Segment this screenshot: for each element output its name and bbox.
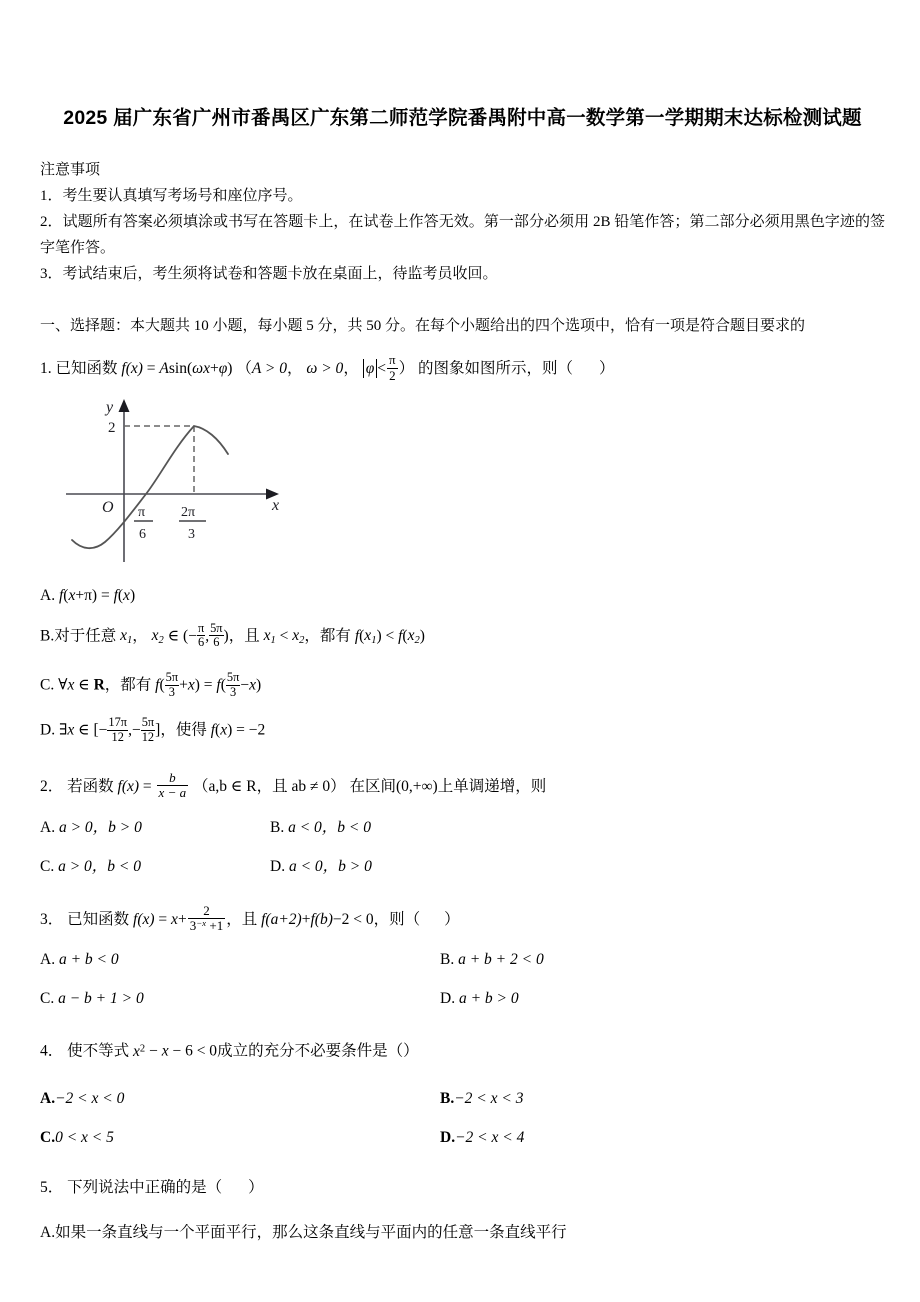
option-d-text: a + b > 0 <box>458 990 519 1008</box>
question-3-option-c[interactable] <box>40 986 440 1012</box>
option-d-text: −2 < x < 4 <box>455 1129 525 1147</box>
option-d-word-1: ，使得 <box>160 721 207 739</box>
cond-close-paren: ） <box>398 359 415 377</box>
fraction-denominator-exp: $3^{-x} +1$ <box>189 918 224 934</box>
question-3-option-b[interactable] <box>440 947 544 973</box>
option-a-label: A. <box>40 586 56 604</box>
question-1 <box>40 353 885 745</box>
abs-phi: φ <box>365 359 375 377</box>
origin-label: O <box>102 498 114 516</box>
y-axis-arrow <box>119 399 130 412</box>
question-4-tail: 成立的充分不必要条件是（） <box>217 1043 419 1061</box>
question-2-tail: 上单调递增，则 <box>437 777 547 795</box>
question-3-option-a[interactable] <box>40 947 440 973</box>
function-arg: (x) <box>125 359 143 377</box>
question-1-stem <box>40 353 885 384</box>
question-3-tail: ，则（ <box>373 910 421 928</box>
two-over-three-pow-minus-x-plus-one <box>188 904 226 934</box>
question-4-option-b[interactable] <box>440 1086 523 1112</box>
option-a-text: −2 < x < 0 <box>55 1090 125 1108</box>
question-3 <box>40 904 885 1013</box>
option-b-text: a + b + 2 < 0 <box>458 951 544 969</box>
pi-over-2-fraction <box>387 353 398 383</box>
option-c-label: C. <box>40 990 55 1008</box>
option-d-label: D. <box>40 721 56 739</box>
page-content <box>40 100 885 1246</box>
omega-symbol: ω <box>192 359 204 377</box>
y-tick-label-2: 2 <box>108 419 116 436</box>
question-1-option-c[interactable]: C. ∀x ∈ R，都有 f( $\frac{5\pi}{3}$ +x) = f( $\frac{5\pi}{3}$ −x) <box>40 670 262 699</box>
x-tick-1-numerator: π <box>138 504 146 520</box>
cond-separator-2: ， <box>343 359 359 377</box>
question-2-option-c[interactable] <box>40 854 270 880</box>
question-4-options-row-2 <box>40 1125 885 1151</box>
question-2-option-d[interactable] <box>270 854 372 880</box>
option-a-text: 如果一条直线与一个平面平行，那么这条直线与平面内的任意一条直线平行 <box>55 1224 567 1242</box>
option-a-label: A. <box>40 1090 56 1108</box>
option-b-text: −2 < x < 3 <box>454 1090 524 1108</box>
question-1-option-a[interactable]: A. f(x+π) = f(x) <box>40 586 136 604</box>
question-2-condition: （a,b ∈ R，且 ab ≠ 0） <box>193 777 346 795</box>
page-title: 2025 届广东省广州市番禺区广东第二师范学院番禺附中高一数学第一学期期末达标检测试题 <box>63 107 862 129</box>
option-c-text: 0 < x < 5 <box>55 1129 114 1147</box>
function-f: f <box>121 359 126 377</box>
question-4 <box>40 1034 885 1151</box>
option-b-word-3: ，且 <box>228 627 260 645</box>
question-2-options-row-2 <box>40 854 885 880</box>
question-1-tail2: ） <box>599 359 615 377</box>
question-1-tail: 的图象如图所示，则（ <box>418 359 574 377</box>
question-4-options-row-1 <box>40 1086 885 1112</box>
cond-separator-1: ， <box>287 359 303 377</box>
paren-close: ) <box>227 359 233 377</box>
phi-symbol: φ <box>218 359 228 377</box>
question-5-stem <box>40 1173 885 1203</box>
question-1-figure <box>58 390 298 570</box>
option-d-label: D. <box>440 990 456 1008</box>
x-axis-label: x <box>272 496 280 514</box>
condition-A-positive: A > 0 <box>251 359 288 377</box>
question-1-option-b[interactable]: B.对于任意 $x_1$， $x_2$ ∈ (− $\frac{\pi}{6}$ , $\frac{5\pi}{6}$ )，且 $x_1 < x_2$，都有 $f(x_1) < f(x_2)$ <box>40 620 425 650</box>
question-3-options-row-2 <box>40 986 885 1012</box>
question-4-option-a[interactable] <box>40 1086 440 1112</box>
question-5-number: 5． <box>40 1179 64 1197</box>
question-2-stem: 2． 若函数 f(x) = $\frac{b}{x - a}$ （a,b ∈ R，且 ab ≠ 0） 在区间(0,+∞)上单调递增，则 <box>40 769 547 801</box>
less-than-sign: < <box>377 359 387 377</box>
notice-item-3: 3．考试结束后，考生须将试卷和答题卡放在桌面上，待监考员收回。 <box>40 266 498 282</box>
option-c-label: C. <box>40 857 55 875</box>
option-c-text: a − b + 1 > 0 <box>58 990 144 1008</box>
notice-block <box>40 157 885 287</box>
question-4-lead: 使不等式 <box>67 1043 130 1061</box>
option-d-label: D. <box>440 1129 456 1147</box>
option-a-text: a > 0，b > 0 <box>58 818 142 836</box>
question-4-option-c[interactable] <box>40 1125 440 1151</box>
option-a-label: A. <box>40 1224 56 1242</box>
question-3-tail2: ） <box>444 910 460 928</box>
fraction-numerator-b: b <box>169 769 176 785</box>
question-5-option-a[interactable] <box>40 1220 885 1246</box>
option-a-label: A. <box>40 951 56 969</box>
question-2-options-row-1 <box>40 815 885 841</box>
option-b-word-1: 对于任意 <box>54 627 117 645</box>
notice-item-2: 2．试题所有答案必须填涂或书写在答题卡上，在试卷上作答无效。第一部分必须用 2B 铅笔作答；第二部分必须用黑色字迹的签字笔作答。 <box>40 214 885 256</box>
option-c-label: C. <box>40 676 55 694</box>
option-d-text: a < 0，b > 0 <box>288 857 372 875</box>
question-3-stem: 3． 已知函数 f(x) = x+ $\frac{2}{3^{-x} +1}$ ，且 f(a+2)+f(b)−2 < 0，则（ ） <box>40 902 460 934</box>
question-2-mid: 在区间 <box>349 777 396 795</box>
question-5-text: 下列说法中正确的是（ <box>67 1179 223 1197</box>
question-2 <box>40 771 885 880</box>
option-b-label: B. <box>440 951 455 969</box>
option-b-label: B. <box>40 627 55 645</box>
fraction-denominator: x − a <box>158 785 187 801</box>
option-d-label: D. <box>270 857 286 875</box>
question-2-interval: (0,+∞) <box>395 777 438 795</box>
question-3-options-row-1 <box>40 947 885 973</box>
question-3-mid: ，且 <box>226 910 258 928</box>
option-c-label: C. <box>40 1129 56 1147</box>
question-3-number: 3． <box>40 910 64 928</box>
equals-sign: = <box>146 359 156 377</box>
question-2-lead: 若函数 <box>67 777 114 795</box>
plus-sign: + <box>209 359 219 377</box>
option-b-label: B. <box>270 818 285 836</box>
option-c-text: a > 0，b < 0 <box>58 857 142 875</box>
y-axis-label: y <box>106 398 114 416</box>
sin-open: sin( <box>168 359 193 377</box>
pi-over-2-denominator: 2 <box>387 368 398 384</box>
question-5-tail: ） <box>248 1179 264 1197</box>
sine-graph-svg <box>58 390 298 570</box>
question-4-option-d[interactable] <box>440 1125 524 1151</box>
option-b-label: B. <box>440 1090 455 1108</box>
variable-x: x <box>203 359 210 377</box>
question-1-option-d[interactable]: D. ∃x ∈ [− $\frac{17\pi}{12}$ ,− $\frac{5\pi}{12}$ ]，使得 f(x) = −2 <box>40 715 266 745</box>
amplitude-A: A <box>159 359 169 377</box>
x-tick-2-numerator: 2π <box>181 504 196 520</box>
condition-omega-positive: ω > 0 <box>306 359 344 377</box>
section-heading: 一、选择题：本大题共 10 小题，每小题 5 分，共 50 分。在每个小题给出的四个选项中，恰有一项是符合题目要求的 <box>40 318 806 334</box>
option-a-text: a + b < 0 <box>58 951 119 969</box>
x-tick-2-denominator: 3 <box>188 526 195 542</box>
question-1-lead: 已知函数 <box>55 359 118 377</box>
notice-heading: 注意事项 <box>40 162 101 178</box>
question-5 <box>40 1173 885 1246</box>
option-b-text: a < 0，b < 0 <box>288 818 372 836</box>
x-tick-1-denominator: 6 <box>139 526 146 542</box>
option-b-word-4: ，都有 <box>304 627 351 645</box>
option-b-word-2: ， <box>132 627 148 645</box>
option-c-word-1: ，都有 <box>104 676 152 694</box>
cond-open-paren: （ <box>236 359 252 377</box>
question-4-number: 4． <box>40 1043 64 1061</box>
question-4-stem: 4． 使不等式 $x^2 - x - 6 < 0$成立的充分不必要条件是（） <box>40 1043 419 1061</box>
b-over-x-minus-a <box>157 771 189 801</box>
question-2-number: 2． <box>40 777 64 795</box>
question-3-option-d[interactable] <box>440 986 519 1012</box>
option-a-label: A. <box>40 818 56 836</box>
sine-curve <box>72 426 228 548</box>
fraction-numerator-2: 2 <box>203 902 210 918</box>
question-3-lead: 已知函数 <box>67 910 130 928</box>
pi-over-2-numerator: π <box>389 352 396 367</box>
notice-item-1: 1．考生要认真填写考场号和座位序号。 <box>40 188 303 204</box>
question-1-number: 1. <box>40 359 52 377</box>
question-2-option-a[interactable] <box>40 815 270 841</box>
question-2-option-b[interactable] <box>270 815 371 841</box>
